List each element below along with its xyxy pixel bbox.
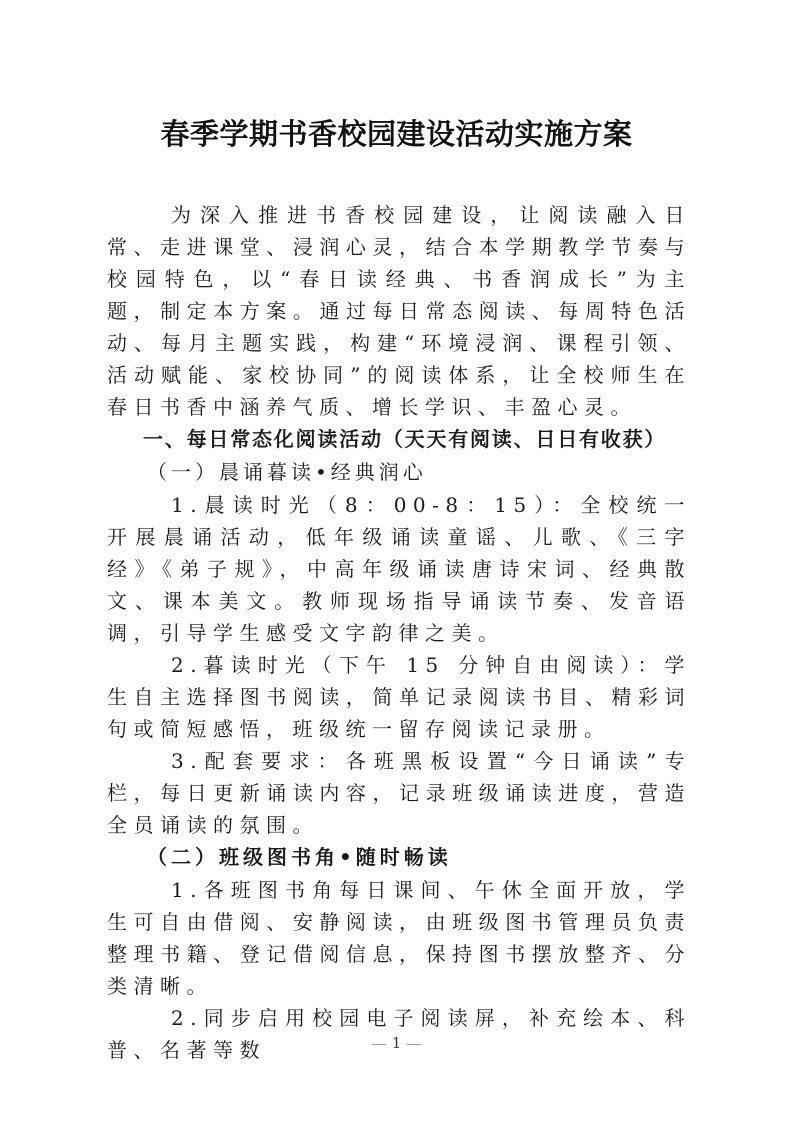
subsection-1-item-1: 1.晨读时光（8：00-8：15）：全校统一开展晨诵活动，低年级诵读童谣、儿歌、《三字经》《弟子规》，中高年级诵读唐诗宋词、经典散文、课本美文。教师现场指导诵读节奏、发音语调，引导学生感受文字韵律之美。 [107,493,691,645]
document-body [107,199,691,1066]
subsection-2-item-2: 2.同步启用校园电子阅读屏，补充绘本、科普、名著等数 [107,1006,691,1062]
dash-right-icon [407,1044,421,1045]
subsection-2-item-1: 1.各班图书角每日课间、午休全面开放，学生可自由借阅、安静阅读，由班级图书管理员负责整理书籍、登记借阅信息，保持图书摆放整齐、分类清晰。 [107,878,691,998]
subsection-2-heading: （二）班级图书角•随时畅读 [147,845,452,869]
dash-left-icon [372,1044,386,1045]
subsection-1-item-2: 2.暮读时光（下午 15 分钟自由阅读）：学生自主选择图书阅读，简单记录阅读书目、精彩词句或简短感悟，班级统一留存阅读记录册。 [107,653,691,741]
document-title: 春季学期书香校园建设活动实施方案 [160,117,633,151]
section-1-heading: 一、每日常态化阅读活动（天天有阅读、日日有收获） [143,427,667,451]
page-number: 1 [391,1034,402,1052]
intro-paragraph: 为深入推进书香校园建设，让阅读融入日常、走进课堂、浸润心灵，结合本学期教学节奏与校园特色，以“春日读经典、书香润成长”为主题，制定本方案。通过每日常态阅读、每周特色活动、每月主题实践，构建“环境浸润、课程引领、活动赋能、家校协同”的阅读体系，让全校师生在春日书香中涵养气质、增长学识、丰盈心灵。 [107,203,691,419]
subsection-1-heading: （一）晨诵暮读•经典润心 [147,460,427,484]
page-footer [0,1034,793,1052]
subsection-1-item-3: 3.配套要求：各班黑板设置“今日诵读”专栏，每日更新诵读内容，记录班级诵读进度，营造全员诵读的氛围。 [107,749,691,837]
